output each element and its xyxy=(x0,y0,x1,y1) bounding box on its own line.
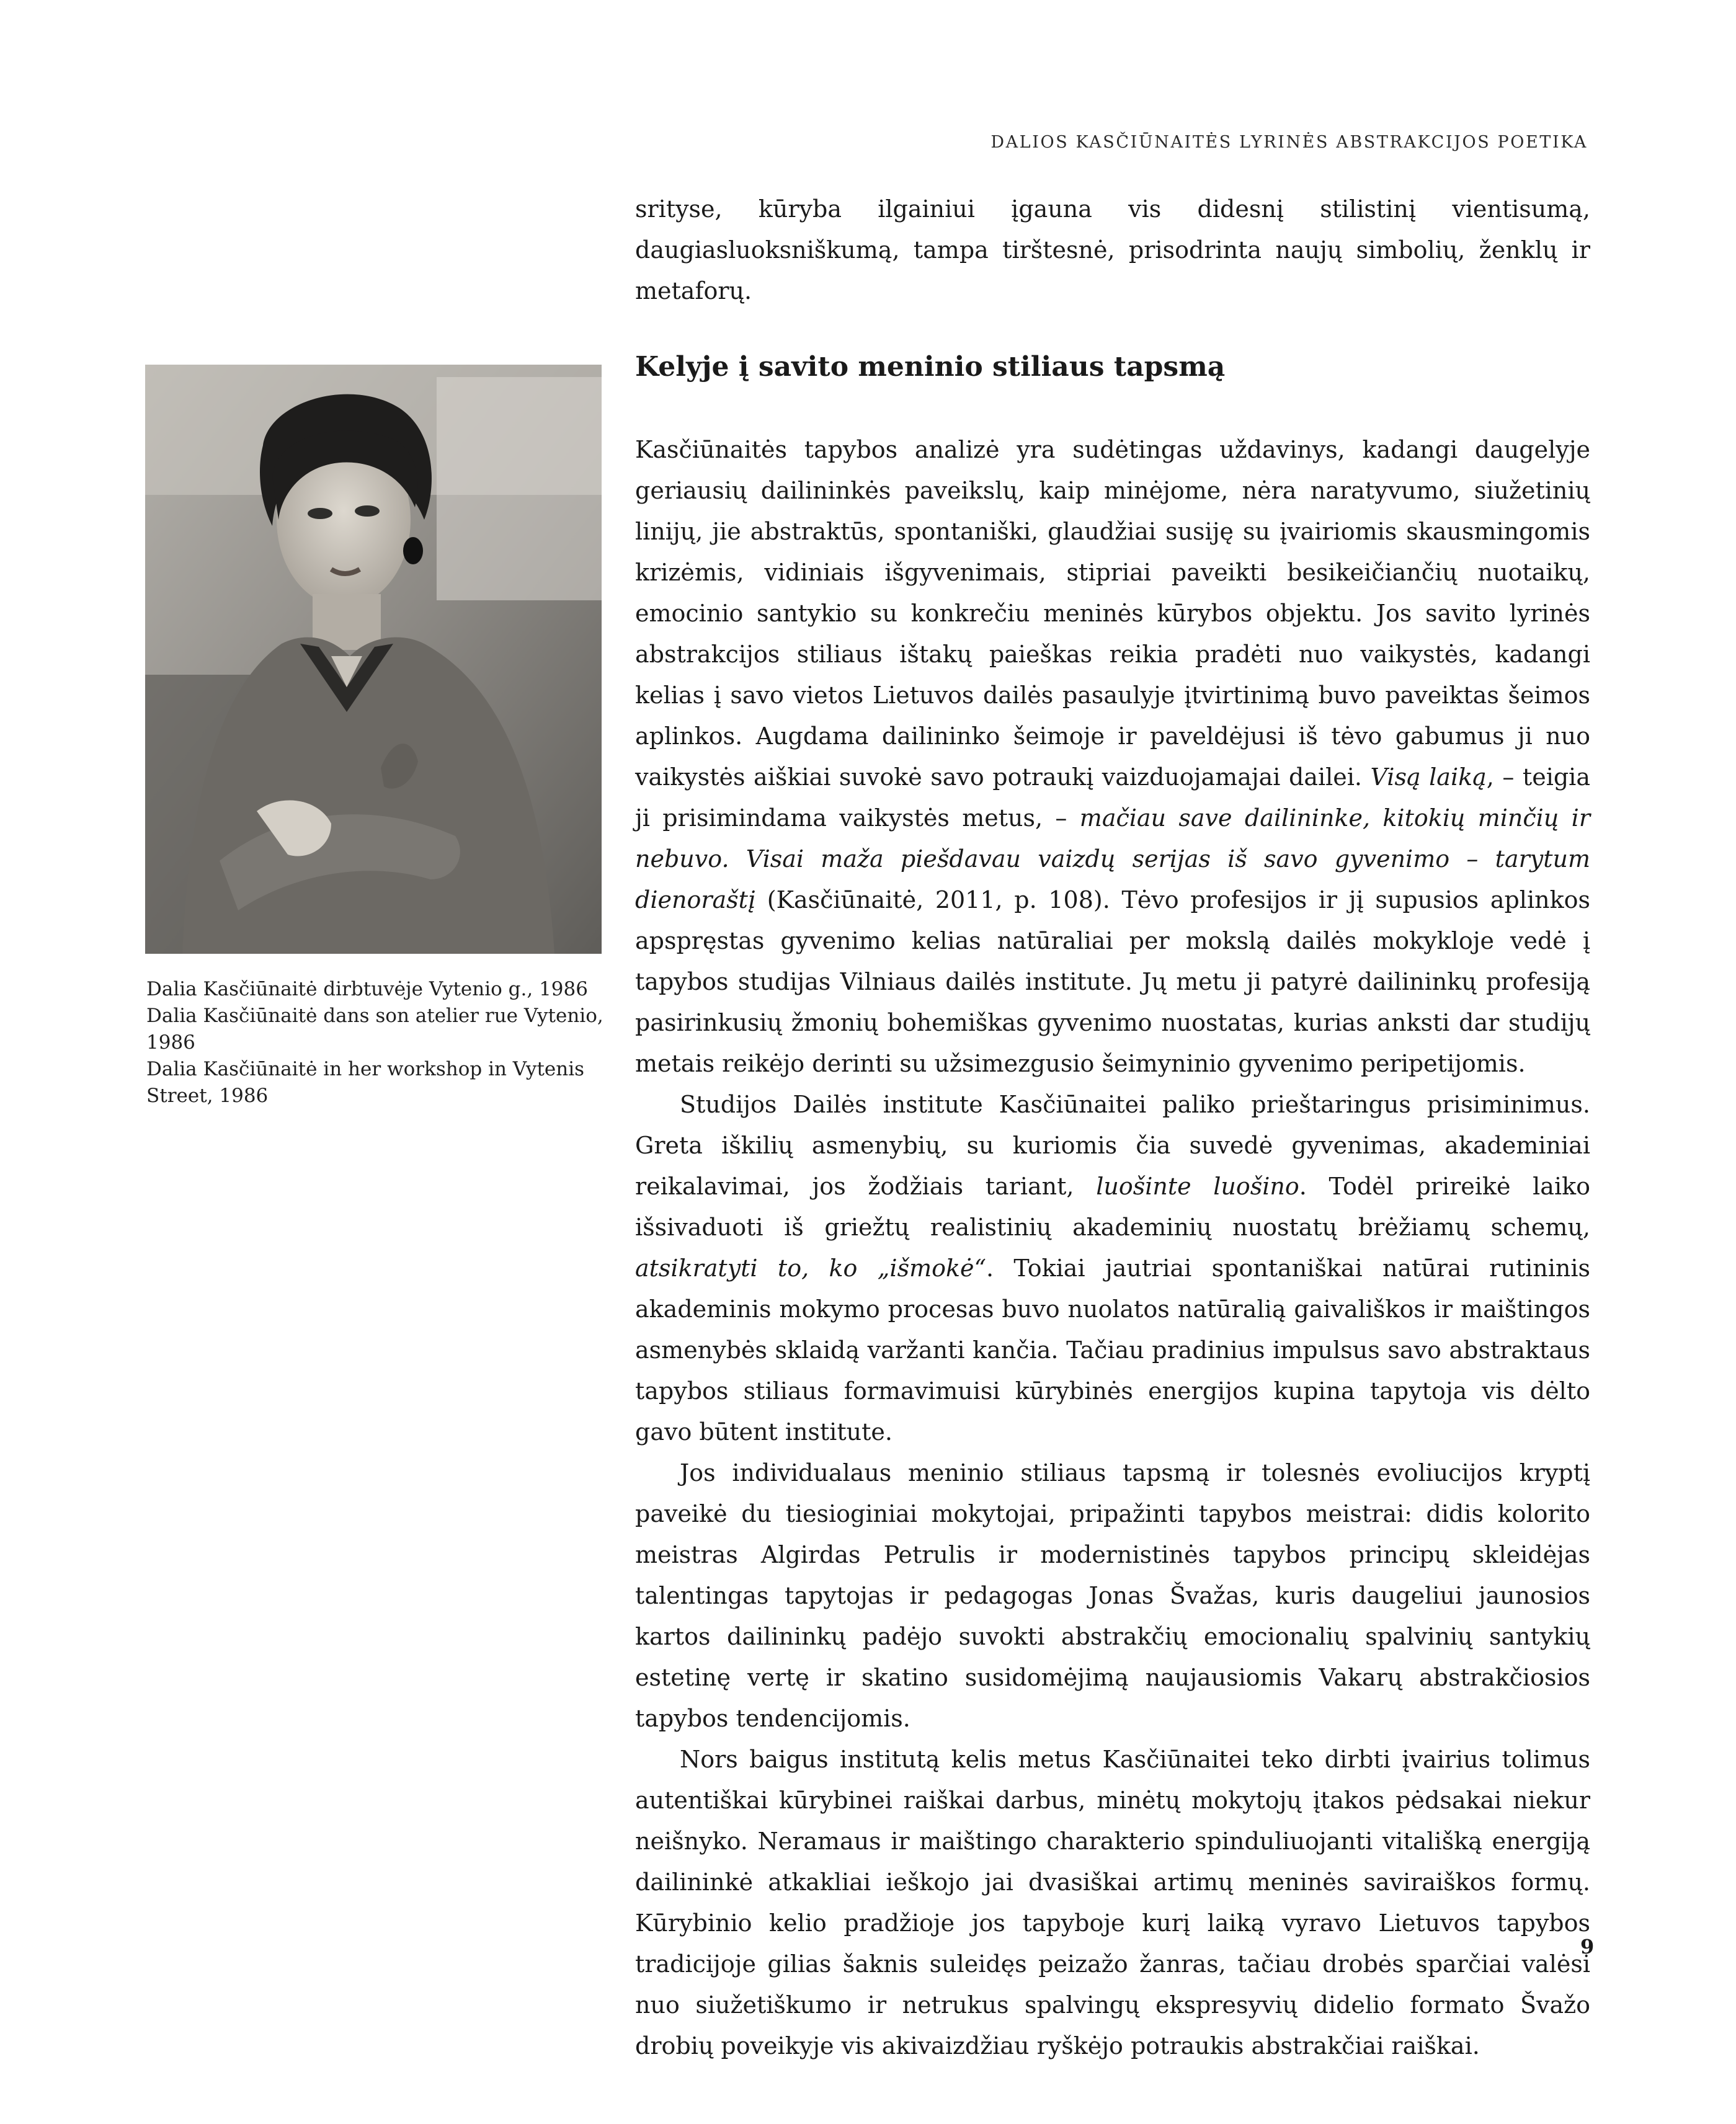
photo-caption xyxy=(146,976,605,1109)
paragraph-1-text-c: , – teigia ji prisimindama vaikystės metus, – xyxy=(635,763,1590,832)
section-heading: Kelyje į savito meninio stiliaus tapsmą xyxy=(635,351,1226,383)
paragraph-2-text-c: . Todėl prireikė laiko išsivaduoti iš griežtų realistinių akademinių nuostatų brėžiamų schemų, xyxy=(635,1173,1590,1241)
page-number: 9 xyxy=(1580,1935,1595,1958)
caption-en: Dalia Kasčiūnaitė in her workshop in Vytenis Street, 1986 xyxy=(146,1058,585,1107)
intro-paragraph: srityse, kūryba ilgainiui įgauna vis didesnį stilistinį vientisumą, daugiasluoksniškumą, tampa tirštesnė, prisodrinta naujų simbolių, ženklų ir metaforų. xyxy=(635,195,1590,304)
main-text xyxy=(635,429,1590,2066)
paragraph-1-quote-a: Visą laiką xyxy=(1370,763,1487,791)
paragraph-3: Jos individualaus meninio stiliaus tapsmą ir tolesnės evoliucijos kryptį paveikė du tiesioginiai mokytojai, pripažinti tapybos meistrai: didis kolorito meistras Algirdas Petrulis ir modernistinės tapybos principų skleidėjas talentingas tapytojas ir pedagogas Jonas Švažas, kuris daugeliui jaunosios kartos dailininkų padėjo suvokti abstrakčių emocionalių spalvinių santykių estetinę vertę ir skatino susidomėjimą naujausiomis Vakarų abstrakčiosios tapybos tendencijomis. xyxy=(635,1459,1590,1732)
caption-lt: Dalia Kasčiūnaitė dirbtuvėje Vytenio g., 1986 xyxy=(146,978,588,1000)
paragraph-2-text-e: . Tokiai jautriai spontaniškai natūrai rutininis akademinis mokymo procesas buvo nuolatos natūralią gaivališkos ir maištingos asmenybės sklaidą varžanti kančia. Tačiau pradinius impulsus savo abstraktaus tapybos stiliaus formavimuisi kūrybinės energijos kupina tapytoja vis dėlto gavo būtent institute. xyxy=(635,1255,1591,1446)
paragraph-1-quote-b: mačiau save dailininke, kitokių minčių ir nebuvo. Visai maža piešdavau vaizdų serijas iš savo gyvenimo – tarytum dienoraštį xyxy=(635,804,1590,913)
paragraph-2 xyxy=(635,1084,1590,1452)
caption-fr: Dalia Kasčiūnaitė dans son atelier rue Vytenio, 1986 xyxy=(146,1005,603,1054)
paragraph-1-text-e: (Kasčiūnaitė, 2011, p. 108). Tėvo profesijos ir jį supusios aplinkos apspręstas gyvenimo kelias natūraliai per mokslą dailės mokykloje vedė į tapybos studijas Vilniaus dailės institute. Jų metu ji patyrė dailininkų profesiją pasirinkusių žmonių bohemiškas gyvenimo nuostatas, kurias anksti dar studijų metais reikėjo derinti su užsimezgusio šeimyninio gyvenimo peripetijomis. xyxy=(635,886,1590,1077)
running-head: DALIOS KASČIŪNAITĖS LYRINĖS ABSTRAKCIJOS POETIKA xyxy=(990,133,1588,152)
portrait-photo xyxy=(145,365,602,954)
intro-text xyxy=(635,189,1590,311)
paragraph-2-text-a: Studijos Dailės institute Kasčiūnaitei paliko prieštaringus prisiminimus. Greta iškilių asmenybių, su kuriomis čia suvedė gyvenimas, akademiniai reikalavimai, jos žodžiais tariant, xyxy=(635,1091,1590,1200)
paragraph-1 xyxy=(635,429,1590,1084)
portrait-image xyxy=(145,365,602,954)
paragraph-4: Nors baigus institutą kelis metus Kasčiūnaitei teko dirbti įvairius tolimus autentiškai kūrybinei raiškai darbus, minėtų mokytojų įtakos pėdsakai niekur neišnyko. Neramaus ir maištingo charakterio spinduliuojanti vitališką energiją dailininkė atkakliai ieškojo jai dvasiškai artimų meninės saviraiškos formų. Kūrybinio kelio pradžioje jos tapyboje kurį laiką vyravo Lietuvos tapybos tradicijoje gilias šaknis suleidęs peizažo žanras, tačiau drobės sparčiai valėsi nuo siužetiškumo ir netrukus spalvingų ekspresyvių didelio formato Švažo drobių poveikyje vis akivaizdžiau ryškėjo potraukis abstrakčiai raiškai. xyxy=(635,1746,1590,2060)
paragraph-2-quote-a: luošinte luošino xyxy=(1096,1173,1299,1200)
paragraph-2-quote-b: atsikratyti to, ko „išmokė“ xyxy=(635,1255,986,1282)
paragraph-1-text-a: Kasčiūnaitės tapybos analizė yra sudėtingas uždavinys, kadangi daugelyje geriausių dailininkės paveikslų, kaip minėjome, nėra naratyvumo, siužetinių linijų, jie abstraktūs, spontaniški, glaudžiai susiję su įvairiomis skausmingomis krizėmis, vidiniais išgyvenimais, stipriai paveikti besikeičiančių nuotaikų, emocinio santykio su konkrečiu meninės kūrybos objektu. Jos savito lyrinės abstrakcijos stiliaus ištakų paieškas reikia pradėti nuo vaikystės, kadangi kelias į savo vietos Lietuvos dailės pasaulyje įtvirtinimą buvo paveiktas šeimos aplinkos. Augdama dailininko šeimoje ir paveldėjusi iš tėvo gabumus ji nuo vaikystės aiškiai suvokė savo potraukį vaizduojamajai dailei. xyxy=(635,436,1590,791)
